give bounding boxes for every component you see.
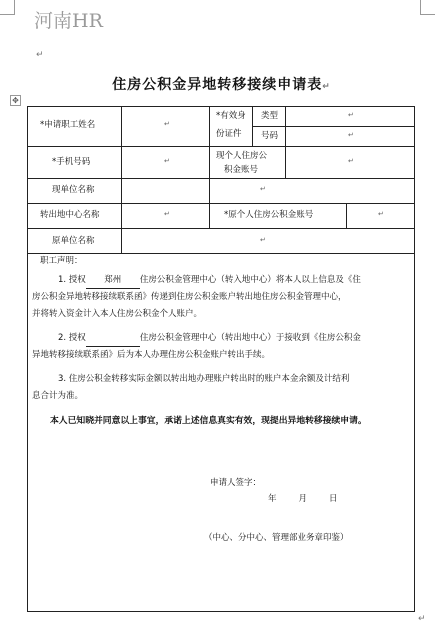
form-title: 住房公积金异地转移接续申请表↵ — [112, 77, 331, 93]
employer-input[interactable]: ↵ — [260, 185, 266, 193]
row-divider — [252, 126, 414, 127]
row-divider — [28, 146, 414, 147]
paragraph-mark: ↵ — [418, 614, 426, 624]
new-account-input[interactable]: ↵ — [348, 157, 354, 165]
phone-label: *手机号码 — [52, 157, 91, 167]
statement-item-3-line1: 3. 住房公积金转移实际金额以转出地办理账户转出时的账户本金余额及计结利 — [58, 374, 350, 384]
col-divider — [121, 107, 122, 253]
col-divider — [209, 203, 210, 228]
statement-item-1-line1: 1. 授权 郑州 住房公积金管理中心（转入地中心）将本人以上信息及《住 — [58, 273, 361, 289]
new-account-label-line1: 现个人住房公 — [216, 151, 268, 161]
confirmation-statement: 本人已知晓并同意以上事宜，承诺上述信息真实有效，现提出异地转移接续申请。 — [50, 416, 367, 426]
id-type-label: 类型 — [261, 111, 279, 121]
statement-heading: 职工声明： — [40, 256, 83, 266]
center-blank-field[interactable] — [86, 331, 140, 347]
row-divider — [28, 178, 414, 179]
statement-item-1-line2: 房公积金异地转移接续联系函》传递到住房公积金账户转出地住房公积金管理中心， — [32, 292, 347, 302]
phone-input[interactable]: ↵ — [164, 157, 170, 165]
col-divider — [346, 203, 347, 228]
old-account-label: *原个人住房公积金账号 — [224, 210, 314, 220]
old-account-input[interactable]: ↵ — [378, 210, 384, 218]
city-field[interactable]: 郑州 — [86, 273, 140, 289]
row-divider — [28, 228, 414, 229]
out-center-label: 转出地中心名称 — [40, 210, 100, 220]
statement-item-3-line2: 息合计为准。 — [32, 391, 84, 401]
signature-label: 申请人签字： — [210, 478, 262, 488]
watermark: 河南HR — [34, 10, 103, 32]
paragraph-mark: ↵ — [36, 50, 44, 60]
signature-date: 年 月 日 — [268, 494, 338, 504]
id-type-input[interactable]: ↵ — [348, 111, 354, 119]
id-label-line2: 份证件 — [216, 129, 242, 139]
name-label: *申请职工姓名 — [40, 120, 96, 130]
page-corner-mark-right — [420, 0, 435, 15]
statement-item-2-line2: 异地转移接续联系函》后为本人办理住房公积金账户转出手续。 — [32, 350, 271, 360]
id-number-label: 号码 — [261, 131, 279, 141]
statement-item-2-line1: 2. 授权 住房公积金管理中心（转出地中心）于接收到《住房公积金 — [58, 331, 361, 347]
employer-label: 现单位名称 — [52, 185, 95, 195]
name-input[interactable]: ↵ — [164, 120, 170, 128]
page-corner-mark-left — [0, 0, 15, 15]
id-number-input[interactable]: ↵ — [348, 131, 354, 139]
id-label-line1: *有效身 — [216, 111, 246, 121]
old-employer-label: 原单位名称 — [52, 236, 95, 246]
out-center-input[interactable]: ↵ — [164, 210, 170, 218]
col-divider — [285, 107, 286, 146]
col-divider — [209, 107, 210, 203]
new-account-label-line2: 积金账号 — [224, 165, 259, 175]
table-move-handle-icon[interactable]: ✥ — [10, 95, 21, 106]
col-divider — [252, 107, 253, 146]
row-divider — [28, 203, 414, 204]
row-divider — [28, 253, 414, 254]
application-form — [27, 106, 415, 612]
stamp-note: （中心、分中心、管理部业务章印鉴） — [204, 533, 349, 543]
statement-item-1-line3: 并将转入资金计入本人住房公积金个人账户。 — [32, 309, 203, 319]
old-employer-input[interactable]: ↵ — [260, 236, 266, 244]
col-divider — [285, 146, 286, 178]
